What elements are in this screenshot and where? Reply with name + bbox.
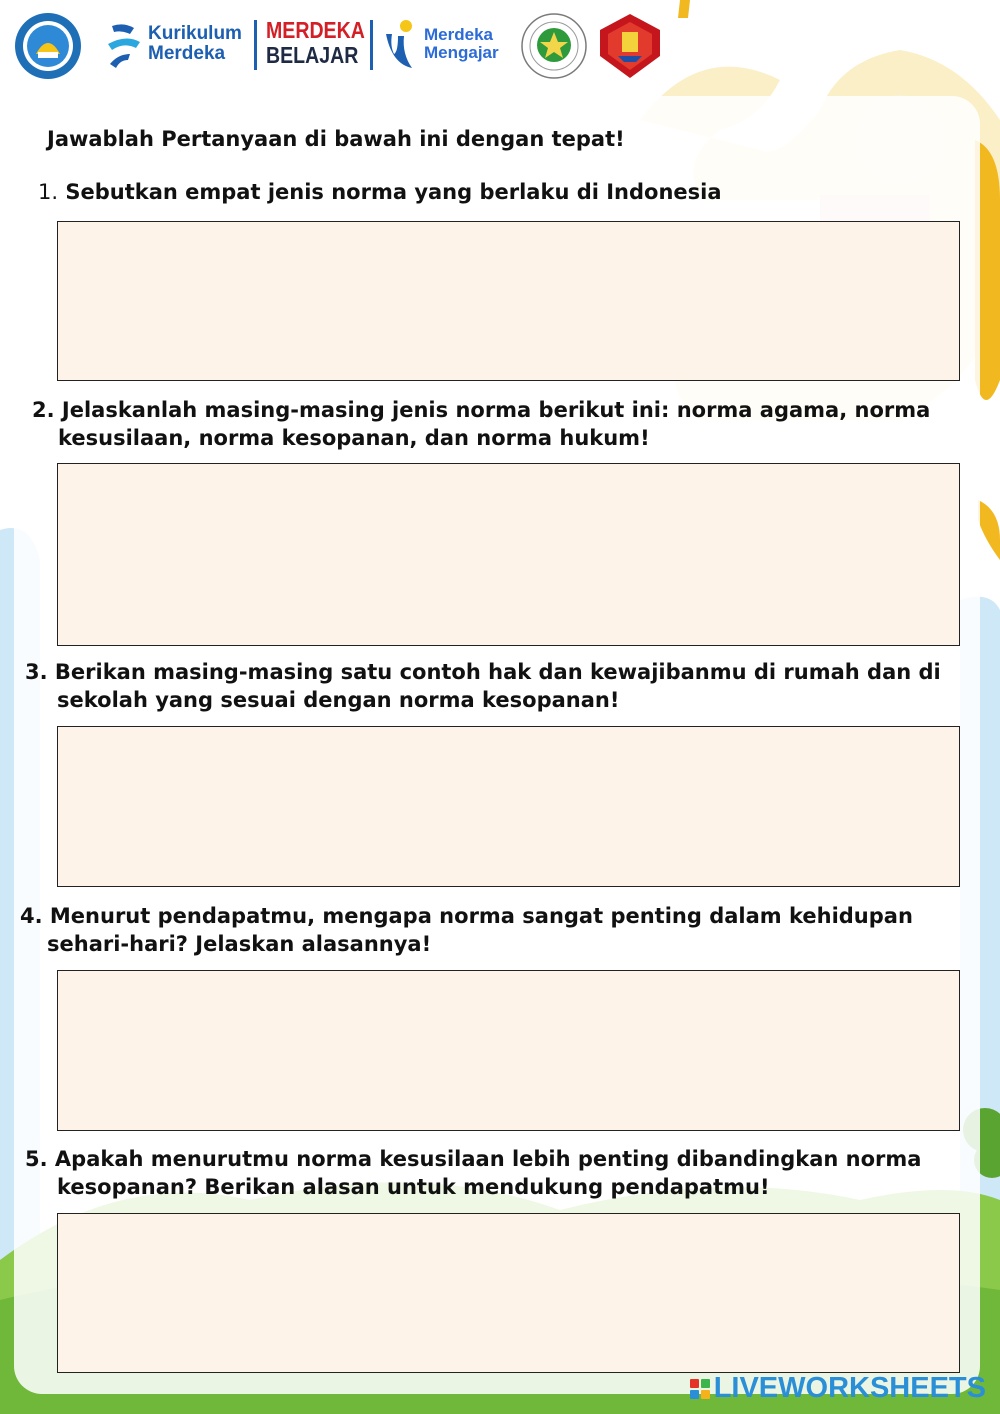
question-text: Berikan masing-masing satu contoh hak dan kewajibanmu di rumah dan di <box>54 660 941 684</box>
question-text: Menurut pendapatmu, mengapa norma sangat penting dalam kehidupan <box>49 904 913 928</box>
question-2 <box>32 396 930 452</box>
question-text-continued: sehari-hari? Jelaskan alasannya! <box>47 932 432 956</box>
question-number: 2. <box>32 398 55 422</box>
answer-box-4[interactable] <box>57 970 960 1131</box>
kurikulum-line1: Kurikulum <box>148 23 242 44</box>
liveworksheets-brand[interactable] <box>690 1372 986 1405</box>
liveworksheets-wordmark: LIVEWORKSHEETS <box>713 1372 986 1404</box>
question-number: 4. <box>20 904 43 928</box>
question-5 <box>25 1145 921 1201</box>
question-text: Sebutkan empat jenis norma yang berlaku di Indonesia <box>65 180 722 204</box>
merdeka-belajar-line1: MERDEKA <box>266 17 365 43</box>
question-number: 1. <box>38 180 59 204</box>
question-text-continued: kesopanan? Berikan alasan untuk mendukung pendapatmu! <box>57 1175 770 1199</box>
answer-box-2[interactable] <box>57 463 960 646</box>
answer-box-1[interactable] <box>57 221 960 381</box>
liveworksheets-icon <box>690 1379 710 1399</box>
answer-box-5[interactable] <box>57 1213 960 1373</box>
kurikulum-line2: Merdeka <box>148 43 226 64</box>
merdeka-belajar-line2: BELAJAR <box>266 42 359 68</box>
question-4 <box>20 902 913 958</box>
instruction-heading: Jawablah Pertanyaan di bawah ini dengan tepat! <box>47 127 625 151</box>
question-text: Apakah menurutmu norma kesusilaan lebih penting dibandingkan norma <box>54 1147 922 1171</box>
question-1 <box>38 178 722 206</box>
question-number: 5. <box>25 1147 48 1171</box>
question-number: 3. <box>25 660 48 684</box>
merdeka-mengajar-line2: Mengajar <box>424 43 499 62</box>
question-3 <box>25 658 941 714</box>
answer-box-3[interactable] <box>57 726 960 887</box>
question-text: Jelaskanlah masing-masing jenis norma berikut ini: norma agama, norma <box>61 398 931 422</box>
merdeka-mengajar-line1: Merdeka <box>424 25 493 44</box>
question-text-continued: kesusilaan, norma kesopanan, dan norma hukum! <box>58 426 650 450</box>
question-text-continued: sekolah yang sesuai dengan norma kesopanan! <box>57 688 620 712</box>
